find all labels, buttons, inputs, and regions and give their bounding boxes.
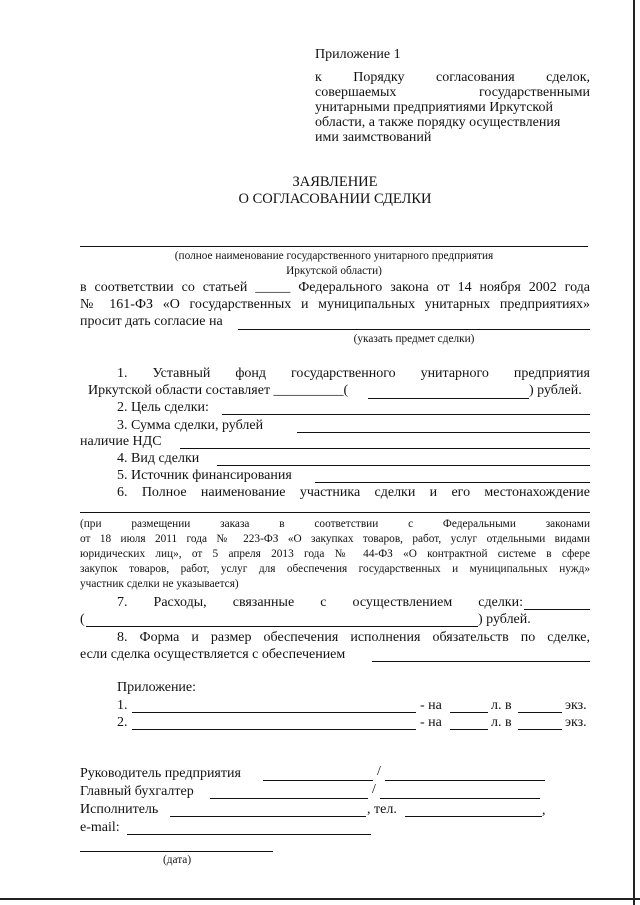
date-note: (дата) [163, 854, 192, 866]
note-line-2: от 18 июля 2011 года № 223-ФЗ «О закупках товаров, работ, услуг отдельными видами [80, 533, 590, 545]
accountant-signature-line[interactable] [210, 798, 368, 799]
vat-label: наличие НДС [80, 434, 162, 449]
item-2-label: 2. Цель сделки: [117, 400, 209, 415]
appendix-line-4: области, а также порядку осуществления [315, 115, 561, 130]
deal-subject-line[interactable] [238, 329, 590, 330]
attachment-2-name-line[interactable] [132, 729, 416, 730]
appendix-line-2: совершаемых государственными [315, 85, 590, 100]
attachment-2-copies-line[interactable] [518, 729, 562, 730]
item-8-line-1: 8. Форма и размер обеспечения исполнения обязательств по сделке, [117, 630, 590, 645]
heading-title: ЗАЯВЛЕНИЕ [292, 174, 378, 190]
heading-subtitle: О СОГЛАСОВАНИИ СДЕЛКИ [238, 191, 432, 207]
preamble-line-1: в соответствии со статьей _____ Федерального закона от 14 ноября 2002 года [80, 280, 590, 295]
attachment-1-sheets: л. в [491, 698, 512, 713]
email-line[interactable] [127, 834, 371, 835]
attachment-2-sheets: л. в [491, 715, 512, 730]
accountant-slash: / [372, 782, 376, 797]
attachment-1-copies: экз. [565, 698, 587, 713]
accountant-label: Главный бухгалтер [80, 784, 194, 799]
attachment-2-sheets-line[interactable] [450, 729, 488, 730]
phone-comma: , [542, 803, 546, 818]
expenses-amount-line[interactable] [524, 609, 590, 610]
deal-subject-note: (указать предмет сделки) [353, 333, 475, 345]
expenses-words-line[interactable] [86, 626, 478, 627]
enterprise-note-1: (полное наименование государственного унитарного предприятия [174, 250, 494, 262]
deal-purpose-line[interactable] [222, 414, 590, 415]
attachment-1-na: - на [420, 698, 442, 713]
item-1-line-2b: ) рублей. [529, 383, 582, 398]
attachment-1-num: 1. [117, 698, 128, 713]
note-line-1: (при размещении заказа в соответствии с Федеральными законами [80, 518, 590, 530]
attachment-1-name-line[interactable] [132, 712, 416, 713]
item-5-label: 5. Источник финансирования [117, 468, 292, 483]
attachment-2-copies: экз. [565, 715, 587, 730]
head-slash: / [377, 764, 381, 779]
appendix-line-1: к Порядку согласования сделок, [315, 70, 590, 85]
preamble-line-2: № 161-ФЗ «О государственных и муниципальных унитарных предприятиях» [80, 297, 590, 312]
scan-edge-bottom [0, 898, 640, 900]
head-name-line[interactable] [385, 780, 545, 781]
accountant-name-line[interactable] [380, 798, 540, 799]
deal-type-line[interactable] [217, 465, 590, 466]
participant-line[interactable] [80, 512, 590, 513]
charter-fund-words-line[interactable] [368, 398, 529, 399]
enterprise-name-line[interactable] [80, 246, 588, 247]
appendix-line-3: унитарными предприятиями Иркутской [315, 100, 554, 115]
preamble-line-3: просит дать согласие на [80, 314, 223, 329]
item-3-label: 3. Сумма сделки, рублей [117, 418, 264, 433]
appendix-title: Приложение 1 [315, 47, 401, 62]
deal-amount-line[interactable] [297, 432, 590, 433]
attachments-title: Приложение: [117, 680, 197, 695]
head-label: Руководитель предприятия [80, 766, 241, 781]
item-1-line-1: 1. Уставный фонд государственного унитарного предприятия [117, 366, 590, 381]
attachment-2-num: 2. [117, 715, 128, 730]
note-line-5: участник сделки не указывается) [80, 578, 239, 590]
phone-line[interactable] [405, 816, 542, 817]
scan-edge-right [633, 0, 635, 905]
enterprise-note-2: Иркутской области) [286, 265, 382, 277]
attachment-1-sheets-line[interactable] [450, 712, 488, 713]
funding-source-line[interactable] [315, 482, 590, 483]
item-1-line-2a: Иркутской области составляет __________( [88, 383, 349, 398]
executor-name-line[interactable] [170, 816, 366, 817]
appendix-line-5: ими заимствований [315, 130, 432, 145]
date-line[interactable] [80, 851, 273, 852]
head-signature-line[interactable] [263, 780, 373, 781]
phone-label: , тел. [367, 802, 397, 817]
executor-label: Исполнитель [80, 802, 159, 817]
attachment-2-na: - на [420, 715, 442, 730]
item-7-close: ) рублей. [478, 612, 531, 627]
item-7-label: 7. Расходы, связанные с осуществлением сделки: [117, 595, 523, 610]
vat-line[interactable] [180, 448, 590, 449]
attachment-1-copies-line[interactable] [518, 712, 562, 713]
email-label: e-mail: [80, 820, 120, 835]
item-6-label: 6. Полное наименование участника сделки и его местонахождение [117, 485, 590, 500]
security-line[interactable] [372, 661, 590, 662]
item-7-open-paren: ( [80, 612, 85, 627]
item-8-line-2: если сделка осуществляется с обеспечением [80, 647, 346, 662]
note-line-4: закупок товаров, работ, услуг для обеспечения государственных и муниципальных нужд» [80, 563, 590, 575]
item-4-label: 4. Вид сделки [117, 451, 200, 466]
note-line-3: юридических лиц», от 5 апреля 2013 года № 44-ФЗ «О контрактной системе в сфере [80, 548, 590, 560]
